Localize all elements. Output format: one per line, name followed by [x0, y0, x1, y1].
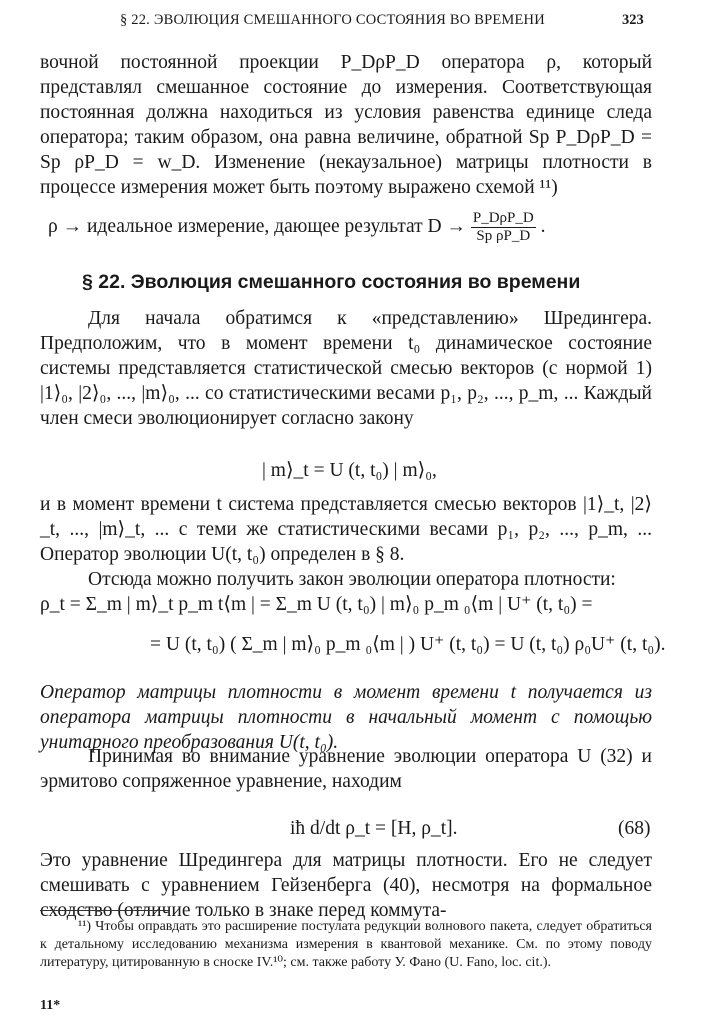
signature-mark: 11* — [40, 998, 61, 1013]
paragraph-text: Отсюда можно получить закон эволюции оператора плотности: — [88, 569, 616, 590]
paragraph-text: вочной постоянной проекции P_DρP_D оператора ρ, который представлял смешанное состояние до измерения. Соответствующая постоянная должна находиться из условия равенства единице следа оператора; таким образом, она равна величине, обратной Sp P_DρP_D = Sp ρP_D = w_D. Изменение (некаузальное) матрицы плотности в процессе измерения может быть поэтому выражено схемой ¹¹) — [40, 52, 652, 198]
paragraph-schrodinger — [40, 848, 652, 923]
paragraph-text: Оператор матрицы плотности в момент времени t получается из оператора матрицы плотности в начальный момент с помощью унитарного преобразования U(t, t₀). — [40, 682, 652, 753]
footnote-divider — [40, 910, 170, 911]
equation-evolution: | m⟩_t = U (t, t₀) | m⟩₀, — [262, 460, 437, 481]
paragraph-intro — [40, 306, 652, 431]
footnote-text: ¹¹) Чтобы оправдать это расширение постулата редукции волнового пакета, следует обратиться к детальному исследованию механизма измерения в квантовой механике. См. по этому поводу литературу, цитированную в сноске IV.¹⁰; см. также работу У. Фано (U. Fano, loc. cit.). — [40, 919, 652, 970]
fraction-numerator: P_DρP_D — [472, 210, 534, 226]
equation-number: (68) — [618, 818, 651, 839]
scheme-lhs: ρ → идеальное измерение, дающее результат D → — [48, 215, 466, 237]
paragraph-text: и в момент времени t система представляется смесью векторов |1⟩_t, |2⟩_t, ..., |m⟩_t, ... с теми же статистическими весами p₁, p₂, ..., p_m, ... Оператор эволюции U(t, t₀) определен в § 8. — [40, 494, 652, 565]
footnote — [40, 918, 652, 972]
paragraph-text: Принимая во внимание уравнение эволюции оператора U (32) и эрмитово сопряженное уравнение, находим — [40, 746, 652, 792]
equation-density-line-2: = U (t, t₀) ( Σ_m | m⟩₀ p_m ₀⟨m | ) U⁺ (t, t₀) = U (t, t₀) ρ₀U⁺ (t, t₀). — [150, 634, 666, 655]
paragraph-mixture — [40, 492, 652, 592]
scheme-fraction — [471, 210, 536, 245]
running-head: § 22. ЭВОЛЮЦИЯ СМЕШАННОГО СОСТОЯНИЯ ВО ВРЕМЕНИ — [120, 12, 545, 28]
equation-68: iħ d/dt ρ_t = [H, ρ_t]. — [290, 818, 458, 839]
section-title: § 22. Эволюция смешанного состояния во времени — [82, 271, 581, 293]
scheme-end: . — [540, 215, 546, 237]
paragraph-continuation — [40, 50, 652, 200]
fraction-denominator: Sp ρP_D — [476, 228, 531, 244]
paragraph-text: Для начала обратимся к «представлению» Шредингера. Предположим, что в момент времени t₀ динамическое состояние системы представляется статистической смесью векторов (с нормой 1) |1⟩₀, |2⟩₀, ..., |m⟩₀, ... со статистическими весами p₁, p₂, ..., p_m, ... Каждый член смеси эволюционирует согласно закону — [40, 308, 652, 429]
measurement-scheme — [48, 210, 545, 245]
paragraph-hermitian — [40, 744, 652, 794]
paragraph-text: Это уравнение Шредингера для матрицы плотности. Его не следует смешивать с уравнением Гейзенберга (40), несмотря на формальное сходство (отличие только в знаке перед коммута- — [40, 850, 652, 921]
equation-density-line-1: ρ_t = Σ_m | m⟩_t p_m t⟨m | = Σ_m U (t, t₀) | m⟩₀ p_m ₀⟨m | U⁺ (t, t₀) = — [40, 594, 593, 615]
page-number: 323 — [622, 12, 644, 28]
